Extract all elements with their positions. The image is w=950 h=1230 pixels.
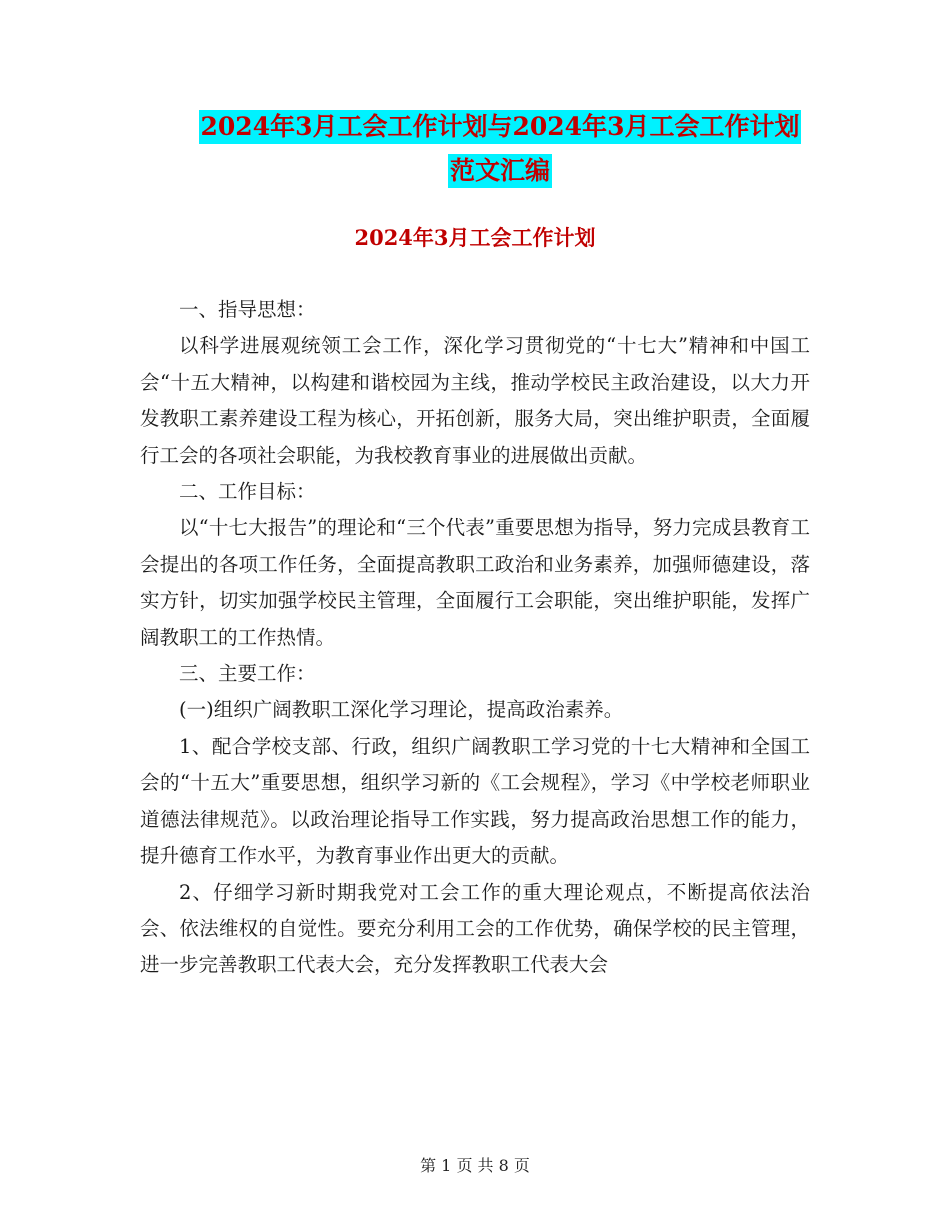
paragraph: 一、指导思想： <box>179 298 316 321</box>
paragraph: 以科学进展观统领工会工作，深化学习贯彻党的“十七大”精神和中国工会“十五大精神，以构建和谐校园为主线，推动学校民主政治建设，以大力开发教职工素养建设工程为核心，开拓创新，服务大局，突出维护职责，全面履行工会的各项社会职能，为我校教育事业的进展做出贡献。 <box>140 334 810 467</box>
title-line-1: 2024年3月工会工作计划与2024年3月工会工作计划 <box>199 110 802 144</box>
paragraph: 三、主要工作： <box>179 662 316 686</box>
paragraph: 以“十七大报告”的理论和“三个代表”重要思想为指导，努力完成县教育工会提出的各项工作任务，全面提高教职工政治和业务素养，加强师德建设，落实方针，切实加强学校民主管理，全面履行工会职能，突出维护职能，发挥广阔教职工的工作热情。 <box>140 516 810 649</box>
document-title <box>140 110 860 188</box>
paragraph: (一)组织广阔教职工深化学习理论，提高政治素养。 <box>179 698 624 722</box>
document-body <box>140 292 810 984</box>
title-line-2: 范文汇编 <box>448 154 552 188</box>
page-footer: 第 1 页 共 8 页 <box>420 1156 530 1175</box>
section-heading: 2024年3月工会工作计划 <box>354 225 596 250</box>
paragraph: 1、配合学校支部、行政，组织广阔教职工学习党的十七大精神和全国工会的“十五大”重要思想，组织学习新的《工会规程》，学习《中学校老师职业道德法律规范》。以政治理论指导工作实践，努力提高政治思想工作的能力，提升德育工作水平，为教育事业作出更大的贡献。 <box>140 734 810 868</box>
paragraph: 2、仔细学习新时期我党对工会工作的重大理论观点，不断提高依法治会、依法维权的自觉性。要充分利用工会的工作优势，确保学校的民主管理，进一步完善教职工代表大会，充分发挥教职工代表大会 <box>140 880 810 977</box>
paragraph: 二、工作目标： <box>179 480 316 504</box>
